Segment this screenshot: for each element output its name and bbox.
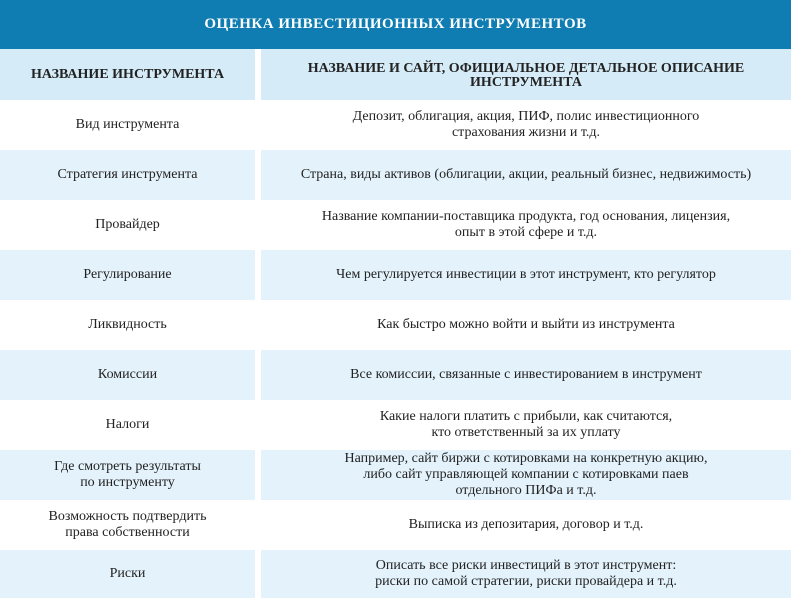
row-description: Описать все риски инвестиций в этот инструмент: риски по самой стратегии, риски провайдера и т.д. xyxy=(375,558,677,589)
row-description: Депозит, облигация, акция, ПИФ, полис инвестиционного страхования жизни и т.д. xyxy=(352,109,700,140)
row-name: Где смотреть результаты по инструменту xyxy=(54,459,201,490)
row-name: Ликвидность xyxy=(88,317,167,332)
table-title: ОЦЕНКА ИНВЕСТИЦИОННЫХ ИНСТРУМЕНТОВ xyxy=(204,16,587,32)
table-title-bar xyxy=(0,0,791,49)
row-name: Провайдер xyxy=(95,217,160,232)
table-row xyxy=(0,550,791,598)
table-row xyxy=(0,150,791,200)
table-row xyxy=(0,200,791,250)
row-description: Все комиссии, связанные с инвестированием в инструмент xyxy=(350,367,702,382)
row-description: Какие налоги платить с прибыли, как считаются, кто ответственный за их уплату xyxy=(379,409,673,440)
row-description: Например, сайт биржи с котировками на конкретную акцию, либо сайт управляющей компании с котировками паев отдельного ПИФа и т.д. xyxy=(344,451,708,498)
row-description: Страна, виды активов (облигации, акции, реальный бизнес, недвижимость) xyxy=(300,167,752,182)
row-name: Регулирование xyxy=(83,267,172,282)
row-name: Возможность подтвердить права собственности xyxy=(48,509,207,540)
table-row xyxy=(0,400,791,450)
table-row xyxy=(0,350,791,400)
row-name: Налоги xyxy=(105,417,150,432)
row-name: Стратегия инструмента xyxy=(57,167,198,182)
header-instrument-name: НАЗВАНИЕ ИНСТРУМЕНТА xyxy=(30,66,225,82)
row-description: Чем регулируется инвестиции в этот инструмент, кто регулятор xyxy=(336,267,716,282)
header-description: НАЗВАНИЕ И САЙТ, ОФИЦИАЛЬНОЕ ДЕТАЛЬНОЕ ОПИСАНИЕ ИНСТРУМЕНТА xyxy=(307,60,745,90)
row-name: Вид инструмента xyxy=(75,117,180,132)
row-description: Как быстро можно войти и выйти из инструмента xyxy=(377,317,675,332)
row-description: Выписка из депозитария, договор и т.д. xyxy=(408,517,644,532)
table-row xyxy=(0,250,791,300)
row-name: Комиссии xyxy=(97,367,158,382)
table-row xyxy=(0,500,791,550)
table-row xyxy=(0,100,791,150)
table-header-row xyxy=(0,49,791,100)
row-description: Название компании-поставщика продукта, год основания, лицензия, опыт в этой сфере и т.д. xyxy=(321,209,731,240)
table-row xyxy=(0,300,791,350)
table-row xyxy=(0,450,791,500)
row-name: Риски xyxy=(109,566,146,581)
